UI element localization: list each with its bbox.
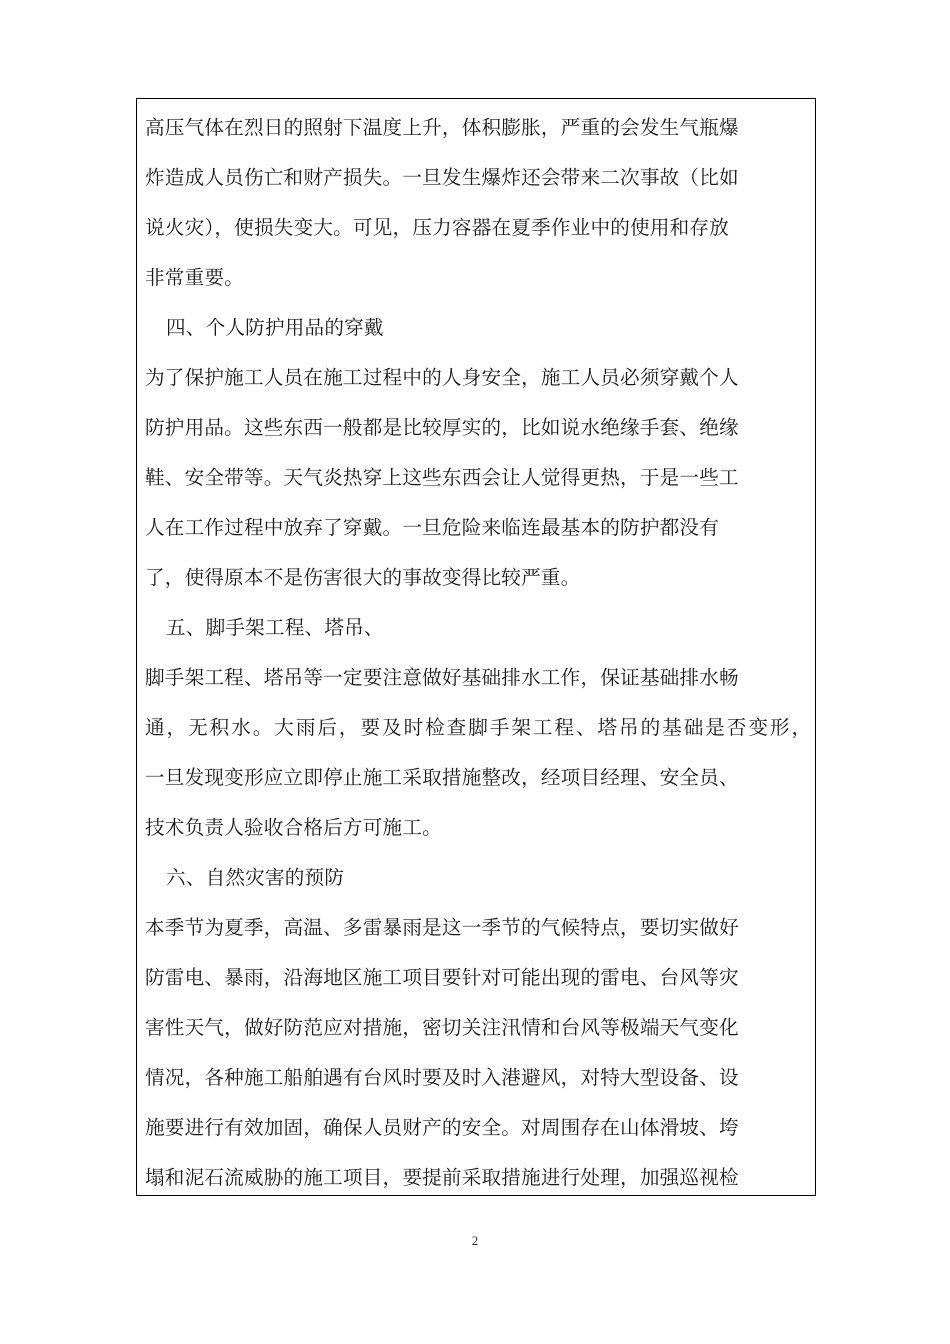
text-line: 技术负责人验收合格后方可施工。 <box>145 816 442 839</box>
text-line: 本季节为夏季，高温、多雷暴雨是这一季节的气候特点，要切实做好 <box>145 916 739 939</box>
text-line: 情况，各种施工船舶遇有台风时要及时入港避风，对特大型设备、设 <box>145 1066 739 1089</box>
text-line: 说火灾），使损失变大。可见，压力容器在夏季作业中的使用和存放 <box>145 216 730 239</box>
text-line: 高压气体在烈日的照射下温度上升，体积膨胀，严重的会发生气瓶爆 <box>145 116 739 139</box>
text-line: 人在工作过程中放弃了穿戴。一旦危险来临连最基本的防护都没有 <box>145 516 720 539</box>
text-line: 一旦发现变形应立即停止施工采取措施整改，经项目经理、安全员、 <box>145 766 739 789</box>
section-heading: 五、脚手架工程、塔吊、 <box>166 616 384 639</box>
section-heading: 六、自然灾害的预防 <box>166 866 345 889</box>
text-line: 通，无积水。大雨后，要及时检查脚手架工程、塔吊的基础是否变形， <box>145 716 813 739</box>
document-table-frame <box>136 98 816 1196</box>
text-line: 防护用品。这些东西一般都是比较厚实的，比如说水绝缘手套、绝缘 <box>145 416 739 439</box>
text-line: 为了保护施工人员在施工过程中的人身安全，施工人员必须穿戴个人 <box>145 366 739 389</box>
text-line: 炸造成人员伤亡和财产损失。一旦发生爆炸还会带来二次事故（比如 <box>145 166 739 189</box>
text-line: 施要进行有效加固，确保人员财产的安全。对周围存在山体滑坡、垮 <box>145 1116 739 1139</box>
text-line: 防雷电、暴雨，沿海地区施工项目要针对可能出现的雷电、台风等灾 <box>145 966 739 989</box>
text-line: 塌和泥石流威胁的施工项目，要提前采取措施进行处理，加强巡视检 <box>145 1166 739 1189</box>
document-body <box>145 103 813 1196</box>
text-line: 脚手架工程、塔吊等一定要注意做好基础排水工作，保证基础排水畅 <box>145 666 739 689</box>
text-line: 鞋、安全带等。天气炎热穿上这些东西会让人觉得更热，于是一些工 <box>145 466 739 489</box>
page-number: 2 <box>471 1233 479 1248</box>
text-line: 非常重要。 <box>145 266 244 289</box>
text-line: 害性天气，做好防范应对措施，密切关注汛情和台风等极端天气变化 <box>145 1016 739 1039</box>
text-line: 了，使得原本不是伤害很大的事故变得比较严重。 <box>145 566 581 589</box>
section-heading: 四、个人防护用品的穿戴 <box>166 316 384 339</box>
